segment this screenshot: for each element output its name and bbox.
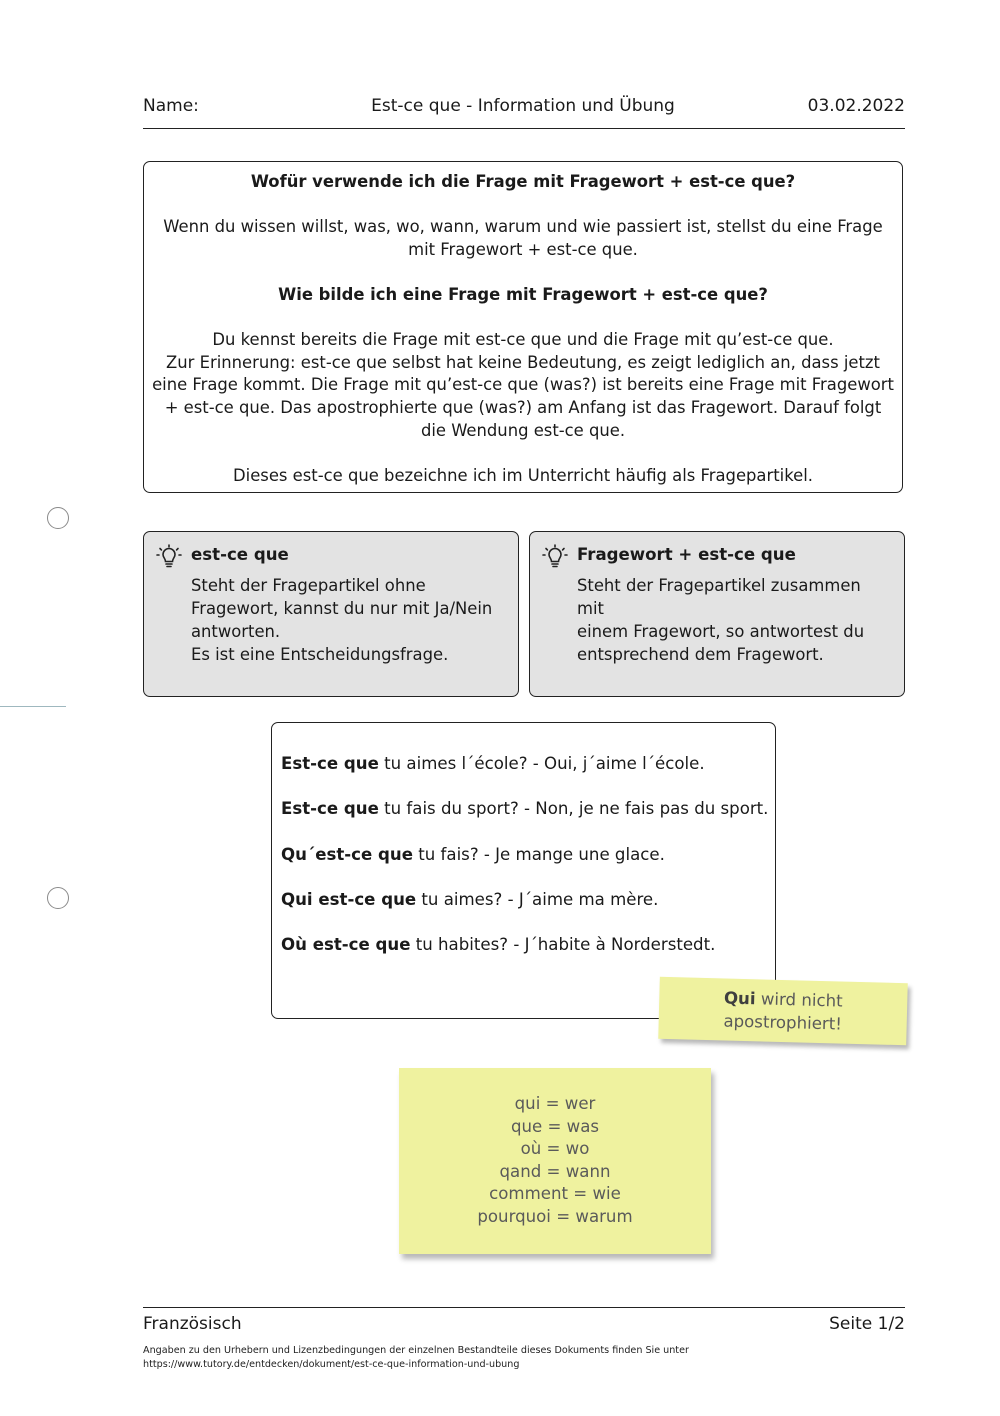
footer-legal (143, 1344, 689, 1372)
note-keyword: Qui (723, 988, 756, 1009)
info-heading-formation: Wie bilde ich eine Frage mit Fragewort + est-ce que? (278, 284, 768, 304)
example-sentence (281, 935, 715, 954)
example-rest: tu aimes l´école? - Oui, j´aime l´école. (378, 754, 705, 773)
hint-line: entsprechend dem Fragewort. (577, 645, 824, 664)
example-question-word: Est-ce que (281, 754, 379, 773)
example-question-word: Qui est-ce que (281, 890, 417, 909)
info-heading-usage: Wofür verwende ich die Frage mit Fragewort + est-ce que? (250, 172, 796, 191)
legal-text: Angaben zu den Urhebern und Lizenzbedingungen der einzelnen Bestandteile dieses Dokuments finden Sie unter (143, 1345, 689, 1356)
vocab-item: comment = wie (489, 1184, 621, 1204)
example-sentence (281, 845, 665, 864)
header-divider (143, 128, 905, 129)
example-sentence (281, 754, 705, 773)
footer-subject: Französisch (143, 1314, 242, 1334)
hint-line: Steht der Fragepartikel ohne (191, 576, 426, 595)
sticky-note-apostrophe (658, 977, 908, 1045)
hint-line: Es ist eine Entscheidungsfrage. (191, 645, 449, 664)
hint-box-est-ce-que (143, 531, 519, 697)
example-question-word: Qu´est-ce que (281, 845, 413, 864)
vocab-item: pourquoi = warum (477, 1206, 633, 1226)
hint-title: est-ce que (191, 545, 289, 564)
name-label: Name: (143, 96, 199, 116)
hint-line: antworten. (191, 622, 281, 641)
vocab-item: qui = wer (514, 1094, 596, 1113)
examples-box (271, 722, 776, 1019)
document-title: Est-ce que - Information und Übung (371, 96, 675, 116)
hint-line: einem Fragewort, so antwortest du (577, 622, 865, 641)
footer-page-number: Seite 1/2 (829, 1314, 905, 1334)
hint-text (191, 574, 506, 666)
lightbulb-icon (156, 544, 182, 570)
punch-hole-bottom (47, 887, 69, 909)
info-text-usage: Wenn du wissen willst, was, wo, wann, warum und wie passiert ist, stellst du eine Frage mit Fragewort + est-ce que. (163, 217, 883, 259)
info-text-formation: Zur Erinnerung: est-ce que selbst hat keine Bedeutung, es zeigt lediglich an, dass jetzt eine Frage kommt. Die Frage mit qu’est-ce que (was?) ist bereits eine Frage mit Fragewort + est-ce que. Das apostrophierte que (was?) am Anfang ist das Fragewort. Darauf folgt die Wendung est-ce que. (152, 352, 894, 440)
fold-mark (0, 706, 66, 707)
example-rest: tu fais du sport? - Non, je ne fais pas du sport. (378, 799, 769, 818)
info-box (143, 161, 903, 493)
legal-url[interactable]: https://www.tutory.de/entdecken/dokument/est-ce-que-information-und-ubung (143, 1359, 520, 1370)
example-question-word: Est-ce que (281, 799, 379, 818)
example-rest: tu aimes? - J´aime ma mère. (416, 890, 659, 909)
info-text-formation-intro: Du kennst bereits die Frage mit est-ce que und die Frage mit qu’est-ce que. (212, 330, 834, 350)
lightbulb-icon (542, 544, 568, 570)
hint-box-fragewort (529, 531, 905, 697)
note-text: wird nicht (755, 989, 843, 1011)
footer-divider (143, 1307, 905, 1308)
vocab-item: qand = wann (499, 1161, 611, 1181)
punch-hole-top (47, 507, 69, 529)
example-rest: tu fais? - Je mange une glace. (412, 845, 665, 864)
example-question-word: Où est-ce que (281, 935, 411, 954)
document-date: 03.02.2022 (807, 96, 905, 116)
example-sentence (281, 890, 658, 909)
example-sentence (281, 799, 768, 818)
hint-text (577, 574, 892, 666)
info-text-particle: Dieses est-ce que bezeichne ich im Unterricht häufig als Fragepartikel. (233, 465, 813, 485)
hint-line: Steht der Fragepartikel zusammen mit (577, 576, 861, 618)
example-rest: tu habites? - J´habite à Norderstedt. (410, 935, 716, 954)
vocab-item: où = wo (520, 1139, 590, 1159)
hint-title: Fragewort + est-ce que (577, 545, 796, 564)
hint-line: Fragewort, kannst du nur mit Ja/Nein (191, 599, 493, 618)
note-line: apostrophiert! (723, 1011, 843, 1034)
sticky-note-vocabulary (399, 1068, 711, 1254)
vocab-item: que = was (510, 1116, 600, 1136)
